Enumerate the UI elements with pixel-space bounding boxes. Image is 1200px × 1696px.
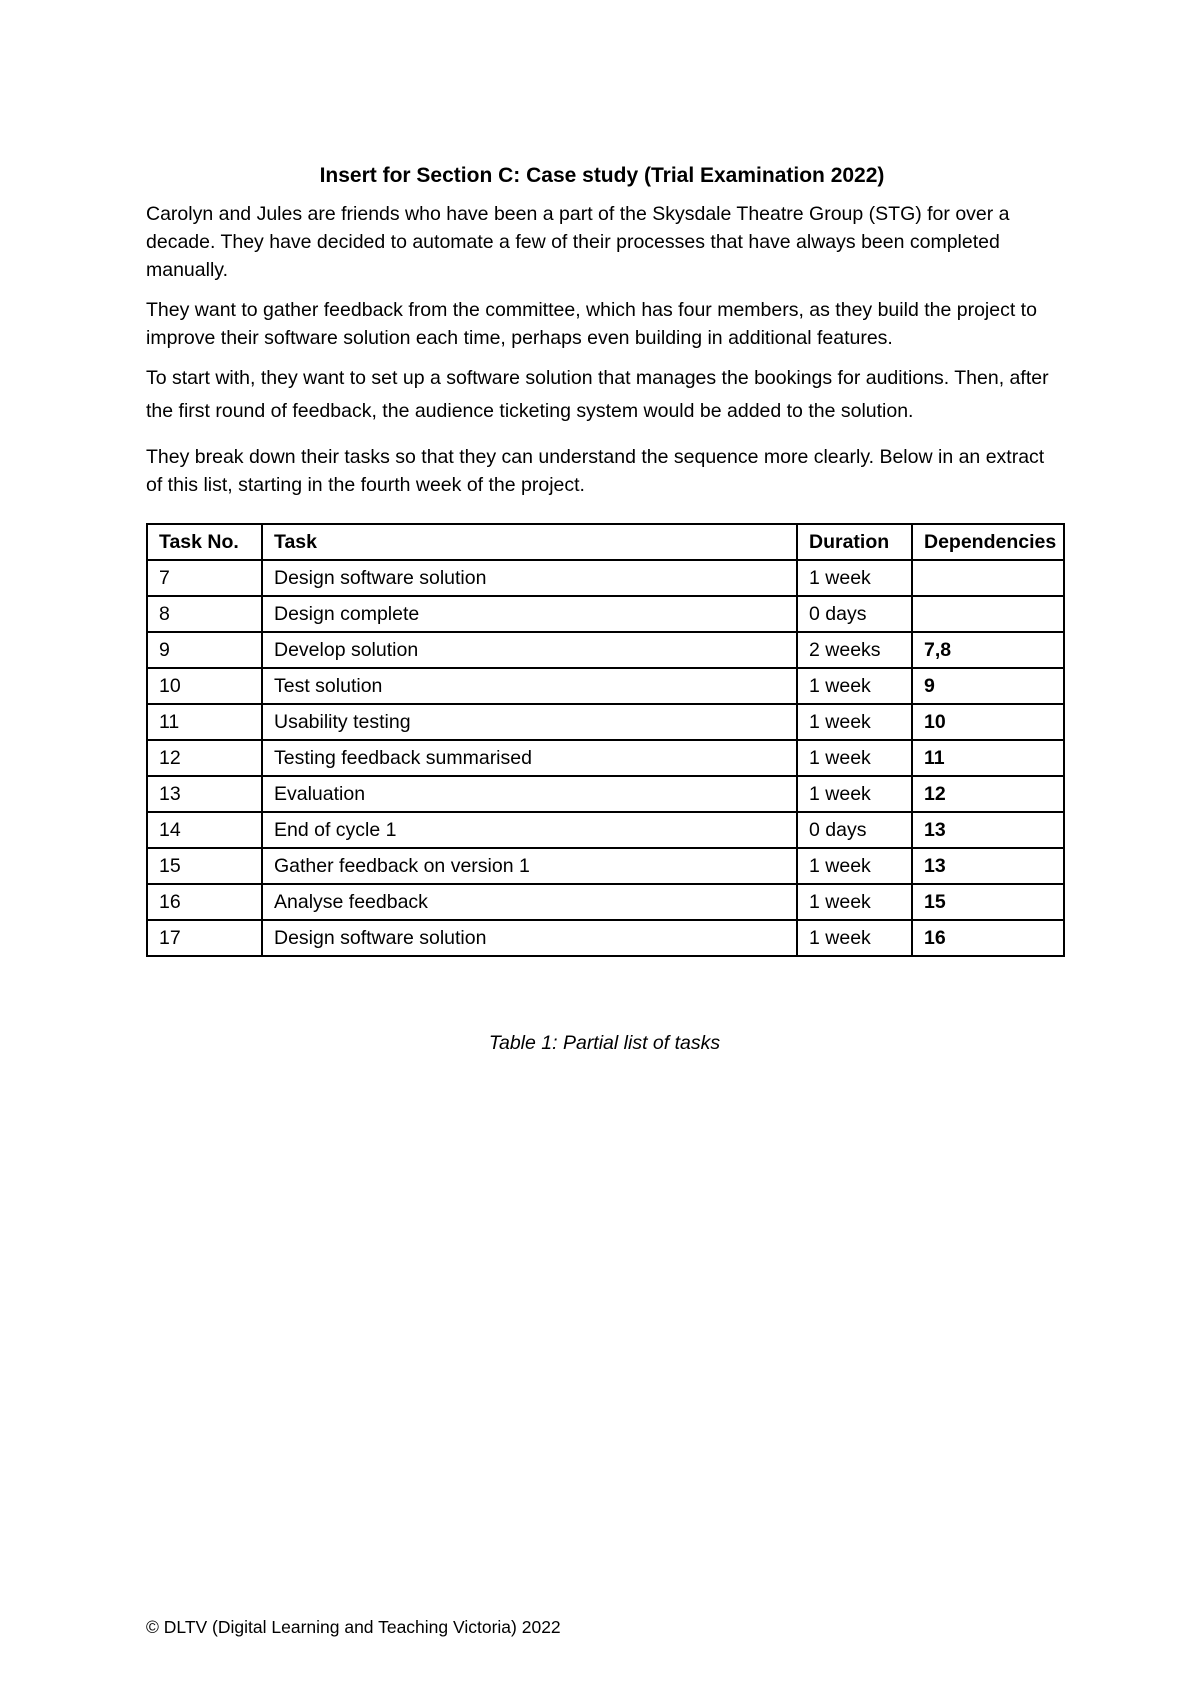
duration-cell: 1 week: [797, 776, 912, 812]
dependencies-cell: 16: [912, 920, 1064, 956]
copyright-footer: © DLTV (Digital Learning and Teaching Victoria) 2022: [146, 1617, 561, 1637]
header-duration: Duration: [797, 524, 912, 560]
task-name-cell: Design complete: [262, 596, 797, 632]
dependencies-cell: 15: [912, 884, 1064, 920]
table-row: [147, 560, 1064, 596]
dependencies-cell: 13: [912, 812, 1064, 848]
table-row: [147, 776, 1064, 812]
table-row: [147, 848, 1064, 884]
dependencies-cell: 12: [912, 776, 1064, 812]
dependencies-cell: [912, 560, 1064, 596]
duration-cell: 0 days: [797, 812, 912, 848]
task-name-cell: Gather feedback on version 1: [262, 848, 797, 884]
task-no-cell: 16: [147, 884, 262, 920]
duration-cell: 1 week: [797, 884, 912, 920]
header-task: Task: [262, 524, 797, 560]
task-name-cell: Test solution: [262, 668, 797, 704]
task-no-cell: 12: [147, 740, 262, 776]
task-name-cell: Analyse feedback: [262, 884, 797, 920]
task-no-cell: 9: [147, 632, 262, 668]
table-row: [147, 920, 1064, 956]
duration-cell: 0 days: [797, 596, 912, 632]
task-name-cell: End of cycle 1: [262, 812, 797, 848]
scope-paragraph: To start with, they want to set up a software solution that manages the bookings for auditions. Then, after the first round of feedback, the audience ticketing system would be added to the solution.: [146, 367, 1049, 422]
task-no-cell: 7: [147, 560, 262, 596]
task-no-cell: 17: [147, 920, 262, 956]
task-no-cell: 14: [147, 812, 262, 848]
table-row: [147, 596, 1064, 632]
intro-paragraph: Carolyn and Jules are friends who have been a part of the Skysdale Theatre Group (STG) for over a decade. They have decided to automate a few of their processes that have always been completed manually.: [146, 203, 1010, 281]
task-no-cell: 15: [147, 848, 262, 884]
duration-cell: 1 week: [797, 704, 912, 740]
table-row: [147, 704, 1064, 740]
table-row: [147, 668, 1064, 704]
tasks-intro-paragraph: They break down their tasks so that they can understand the sequence more clearly. Below in an extract of this list, starting in the fourth week of the project.: [146, 446, 1045, 496]
task-table-body: [147, 560, 1064, 956]
table-row: [147, 632, 1064, 668]
header-row: [147, 524, 1064, 560]
header-dependencies: Dependencies: [912, 524, 1064, 560]
task-name-cell: Design software solution: [262, 560, 797, 596]
dependencies-cell: 7,8: [912, 632, 1064, 668]
table-caption: Table 1: Partial list of tasks: [488, 1032, 721, 1054]
duration-cell: 1 week: [797, 560, 912, 596]
table-row: [147, 740, 1064, 776]
table-row: [147, 884, 1064, 920]
task-no-cell: 10: [147, 668, 262, 704]
duration-cell: 2 weeks: [797, 632, 912, 668]
dependencies-cell: [912, 596, 1064, 632]
task-table: [146, 523, 1065, 957]
feedback-paragraph: They want to gather feedback from the committee, which has four members, as they build the project to improve their software solution each time, perhaps even building in additional features.: [146, 299, 1037, 349]
dependencies-cell: 10: [912, 704, 1064, 740]
duration-cell: 1 week: [797, 740, 912, 776]
task-name-cell: Testing feedback summarised: [262, 740, 797, 776]
table-row: [147, 812, 1064, 848]
task-name-cell: Design software solution: [262, 920, 797, 956]
task-name-cell: Develop solution: [262, 632, 797, 668]
task-no-cell: 13: [147, 776, 262, 812]
page-title: Insert for Section C: Case study (Trial Examination 2022): [319, 164, 885, 188]
task-table-header: [147, 524, 1064, 560]
dependencies-cell: 11: [912, 740, 1064, 776]
task-name-cell: Usability testing: [262, 704, 797, 740]
dependencies-cell: 9: [912, 668, 1064, 704]
task-no-cell: 8: [147, 596, 262, 632]
task-no-cell: 11: [147, 704, 262, 740]
duration-cell: 1 week: [797, 848, 912, 884]
task-name-cell: Evaluation: [262, 776, 797, 812]
dependencies-cell: 13: [912, 848, 1064, 884]
duration-cell: 1 week: [797, 920, 912, 956]
duration-cell: 1 week: [797, 668, 912, 704]
header-task-no: Task No.: [147, 524, 262, 560]
